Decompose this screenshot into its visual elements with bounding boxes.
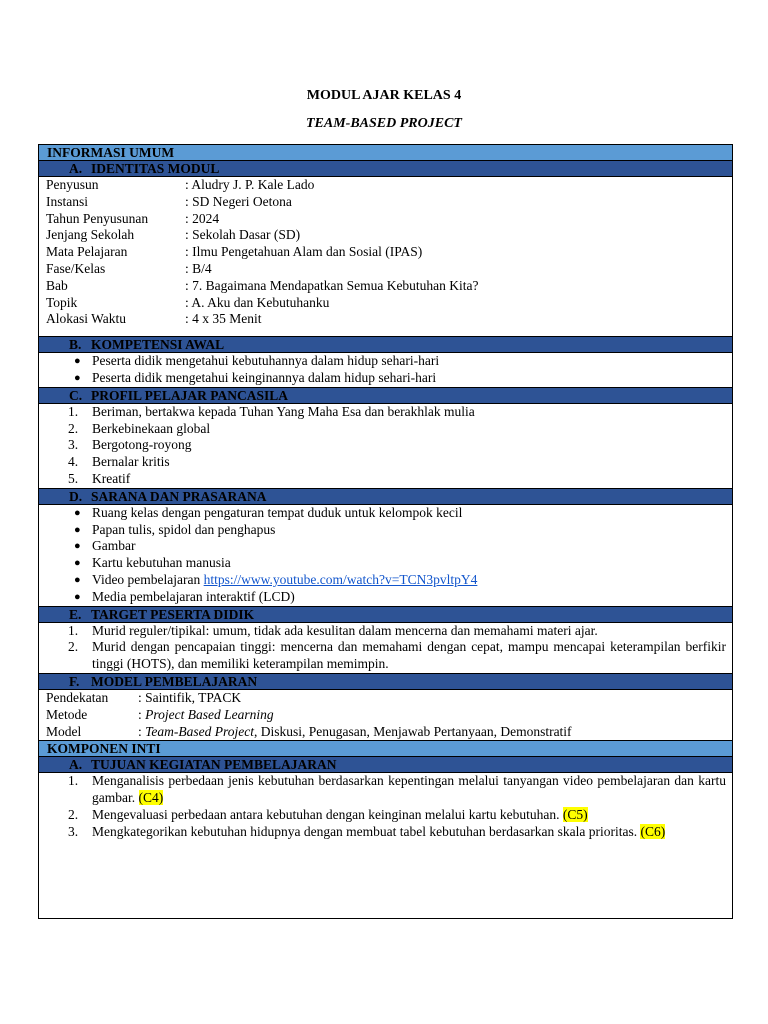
- objective-text: Mengkategorikan kebutuhan hidupnya dengan membuat tabel kebutuhan berdasarkan skala prioritas.: [92, 823, 641, 839]
- model-row: [46, 724, 726, 741]
- bullet-icon: ●: [74, 573, 81, 586]
- list-item: [46, 522, 726, 539]
- cognitive-level-tag: (C4): [138, 790, 164, 806]
- section-letter: D.: [69, 488, 83, 504]
- list-item-text: Media pembelajaran interaktif (LCD): [92, 588, 295, 604]
- section-kompetensi-awal: [39, 337, 732, 353]
- identitas-row: [46, 177, 726, 194]
- model-value: Project Based Learning: [145, 706, 274, 722]
- list-number: 1.: [68, 773, 79, 789]
- identitas-row: [46, 261, 726, 278]
- list-item: [46, 404, 726, 421]
- list-item-text: Bergotong-royong: [92, 437, 192, 453]
- identitas-row: [46, 295, 726, 312]
- list-item: [46, 572, 726, 589]
- list-item-text: Kreatif: [92, 470, 131, 486]
- section-heading: TARGET PESERTA DIDIK: [91, 606, 255, 622]
- list-item: [46, 437, 726, 454]
- identitas-key: Topik: [46, 294, 78, 310]
- section-identitas-modul: [39, 161, 732, 177]
- model-colon: :: [138, 723, 146, 739]
- list-item: [46, 421, 726, 438]
- list-number: 3.: [68, 437, 79, 453]
- list-item: [46, 773, 726, 807]
- list-item: [46, 538, 726, 555]
- list-item-text: Peserta didik mengetahui keinginannya dalam hidup sehari-hari: [92, 369, 437, 385]
- identitas-value: : Ilmu Pengetahuan Alam dan Sosial (IPAS): [185, 244, 423, 260]
- identitas-key: Fase/Kelas: [46, 260, 106, 276]
- bullet-icon: ●: [74, 557, 81, 570]
- section-letter: C.: [69, 387, 83, 403]
- bullet-icon: ●: [74, 355, 81, 368]
- list-number: 2.: [68, 420, 79, 436]
- section-letter: A.: [69, 757, 83, 773]
- section-letter: F.: [69, 673, 80, 689]
- identitas-value: : A. Aku dan Kebutuhanku: [185, 294, 330, 310]
- list-item: [46, 589, 726, 606]
- objective-text: Menganalisis perbedaan jenis kebutuhan berdasarkan kepentingan melalui tanyangan video pembelajaran dan kartu gambar.: [92, 773, 726, 806]
- section-letter: A.: [69, 161, 83, 176]
- bullet-icon: ●: [74, 590, 81, 603]
- section-komponen-inti: KOMPONEN INTI: [39, 741, 732, 757]
- list-number: 4.: [68, 454, 79, 470]
- list-item-text: Murid reguler/tipikal: umum, tidak ada kesulitan dalam mencerna dan memahami materi ajar.: [92, 622, 598, 638]
- model-row: [46, 690, 726, 707]
- list-number: 2.: [68, 639, 79, 655]
- section-sarana-prasarana: [39, 489, 732, 505]
- objective-text: Mengevaluasi perbedaan antara kebutuhan dengan keinginan melalui kartu kebutuhan.: [92, 806, 563, 822]
- identitas-key: Mata Pelajaran: [46, 244, 128, 260]
- section-heading: MODEL PEMBELAJARAN: [91, 673, 258, 689]
- list-item-text: Murid dengan pencapaian tinggi: mencerna dan memahami dengan cepat, mampu mencapai keterampilan berfikir tinggi (HOTS), dan memiliki keterampilan memimpin.: [92, 639, 726, 672]
- model-value: : Saintifik, TPACK: [138, 689, 242, 705]
- kompetensi-body: [39, 353, 732, 388]
- identitas-body: [39, 177, 732, 337]
- list-item-text: [92, 824, 726, 841]
- list-number: 2.: [68, 806, 79, 822]
- section-target-peserta: [39, 607, 732, 623]
- list-item-text: Gambar: [92, 538, 136, 554]
- document-subtitle: TEAM-BASED PROJECT: [306, 116, 462, 131]
- identitas-value: : 7. Bagaimana Mendapatkan Semua Kebutuhan Kita?: [185, 277, 479, 293]
- bullet-icon: ●: [74, 523, 81, 536]
- tujuan-body: [39, 773, 732, 840]
- list-item: [46, 807, 726, 824]
- identitas-row: [46, 244, 726, 261]
- section-model-pembelajaran: [39, 674, 732, 690]
- identitas-value: : 2024: [185, 210, 220, 226]
- identitas-value: : B/4: [185, 260, 212, 276]
- model-key: Metode: [46, 706, 88, 722]
- section-informasi-umum: INFORMASI UMUM: [39, 145, 732, 161]
- list-item: [46, 505, 726, 522]
- identitas-key: Instansi: [46, 193, 88, 209]
- list-item-text: Papan tulis, spidol dan penghapus: [92, 521, 276, 537]
- identitas-key: Penyusun: [46, 177, 99, 192]
- list-item: [46, 370, 726, 387]
- list-item-text: [92, 807, 726, 824]
- model-value: , Diskusi, Penugasan, Menjawab Pertanyaan, Demonstratif: [254, 723, 572, 739]
- bullet-icon: ●: [74, 506, 81, 519]
- list-item-text: Peserta didik mengetahui kebutuhannya dalam hidup sehari-hari: [92, 353, 440, 369]
- section-heading: SARANA DAN PRASARANA: [91, 488, 267, 504]
- model-row: [46, 707, 726, 724]
- identitas-value: : Sekolah Dasar (SD): [185, 227, 301, 243]
- list-number: 3.: [68, 823, 79, 839]
- list-item-text: [92, 572, 726, 589]
- video-label: Video pembelajaran: [92, 571, 204, 587]
- model-key: Pendekatan: [46, 689, 109, 705]
- list-item: [46, 639, 726, 673]
- list-item: [46, 824, 726, 841]
- list-item-text: Ruang kelas dengan pengaturan tempat duduk untuk kelompok kecil: [92, 504, 463, 520]
- list-item: [46, 555, 726, 572]
- identitas-row: [46, 311, 726, 328]
- identitas-value: : Aludry J. P. Kale Lado: [185, 177, 315, 192]
- bullet-icon: ●: [74, 371, 81, 384]
- section-heading: TUJUAN KEGIATAN PEMBELAJARAN: [91, 757, 337, 773]
- section-letter: E.: [69, 606, 82, 622]
- list-number: 5.: [68, 470, 79, 486]
- list-item: [46, 353, 726, 370]
- list-item: [46, 454, 726, 471]
- list-item-text: Bernalar kritis: [92, 454, 170, 470]
- identitas-key: Jenjang Sekolah: [46, 227, 135, 243]
- cognitive-level-tag: (C6): [640, 823, 666, 839]
- section-heading: KOMPETENSI AWAL: [91, 337, 225, 353]
- identitas-value: : SD Negeri Oetona: [185, 193, 292, 209]
- list-number: 1.: [68, 403, 79, 419]
- cognitive-level-tag: (C5): [562, 806, 588, 822]
- identitas-row: [46, 194, 726, 211]
- video-link[interactable]: https://www.youtube.com/watch?v=TCN3pvltpY4: [203, 571, 478, 587]
- list-item-text: Beriman, bertakwa kepada Tuhan Yang Maha Esa dan berakhlak mulia: [92, 403, 475, 419]
- identitas-value: : 4 x 35 Menit: [185, 311, 262, 327]
- list-item-text: Berkebinekaan global: [92, 420, 211, 436]
- section-heading: IDENTITAS MODUL: [91, 161, 220, 176]
- section-profil-pelajar: [39, 388, 732, 404]
- document-title: MODUL AJAR KELAS 4: [306, 88, 462, 103]
- model-body: [39, 690, 732, 741]
- model-colon: :: [138, 706, 146, 722]
- list-item-text: Kartu kebutuhan manusia: [92, 555, 231, 571]
- identitas-key: Alokasi Waktu: [46, 311, 127, 327]
- bullet-icon: ●: [74, 540, 81, 553]
- section-tujuan-kegiatan: [39, 757, 732, 773]
- module-table: [38, 144, 733, 919]
- identitas-row: [46, 211, 726, 228]
- section-heading: PROFIL PELAJAR PANCASILA: [91, 387, 289, 403]
- section-letter: B.: [69, 337, 82, 353]
- identitas-row: [46, 278, 726, 295]
- profil-body: [39, 404, 732, 489]
- identitas-row: [46, 227, 726, 244]
- list-item: [46, 623, 726, 640]
- model-key: Model: [46, 723, 82, 739]
- identitas-key: Bab: [46, 277, 68, 293]
- list-number: 1.: [68, 622, 79, 638]
- target-body: [39, 623, 732, 674]
- sarana-body: [39, 505, 732, 607]
- list-item: [46, 471, 726, 488]
- model-value-italic: Team-Based Project: [145, 723, 254, 739]
- identitas-key: Tahun Penyusunan: [46, 210, 149, 226]
- list-item-text: [92, 773, 726, 807]
